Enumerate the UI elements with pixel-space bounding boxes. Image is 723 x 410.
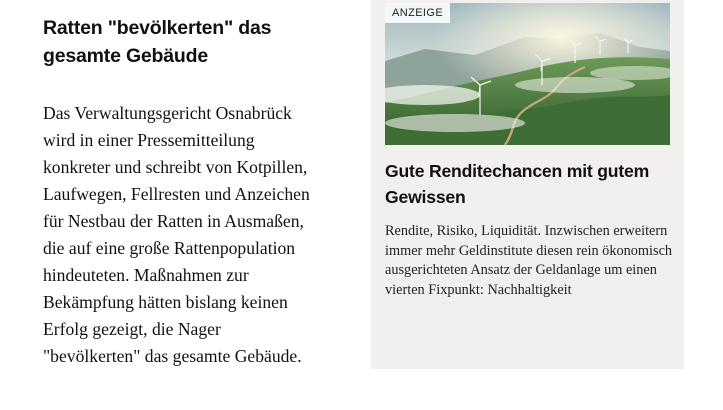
article-paragraph: Das Verwaltungsgericht Osnabrück wird in einer Pressemitteilung konkreter und schreibt von Kotpillen, Laufwegen, Fellresten und Anzeichen für Nestbau der Ratten in Ausmaßen, die auf eine große Rattenpopulation hindeuteten. Maßnahmen zur Bekämpfung hätten bislang keinen Erfolg gezeigt, die Nager "bevölkerten" das gesamte Gebäude.: [43, 103, 310, 366]
ad-image[interactable]: [385, 3, 670, 145]
article-section: [43, 14, 315, 370]
ad-badge: ANZEIGE: [385, 3, 450, 23]
ad-title-link[interactable]: Gute Renditechancen mit gutem Gewissen: [385, 161, 650, 207]
ad-teaser-card[interactable]: [371, 0, 684, 369]
article-heading: Ratten "bevölkerten" das gesamte Gebäude: [43, 17, 272, 67]
ad-teaser-text: Rendite, Risiko, Liquidität. Inzwischen erweitern immer mehr Geldinstitute diesen rein ökonomisch ausgerichteten Ansatz der Geldanlage um einen vierten Fixpunkt: Nachhaltigkeit: [385, 223, 673, 298]
wind-turbines-landscape-image: [385, 3, 670, 145]
